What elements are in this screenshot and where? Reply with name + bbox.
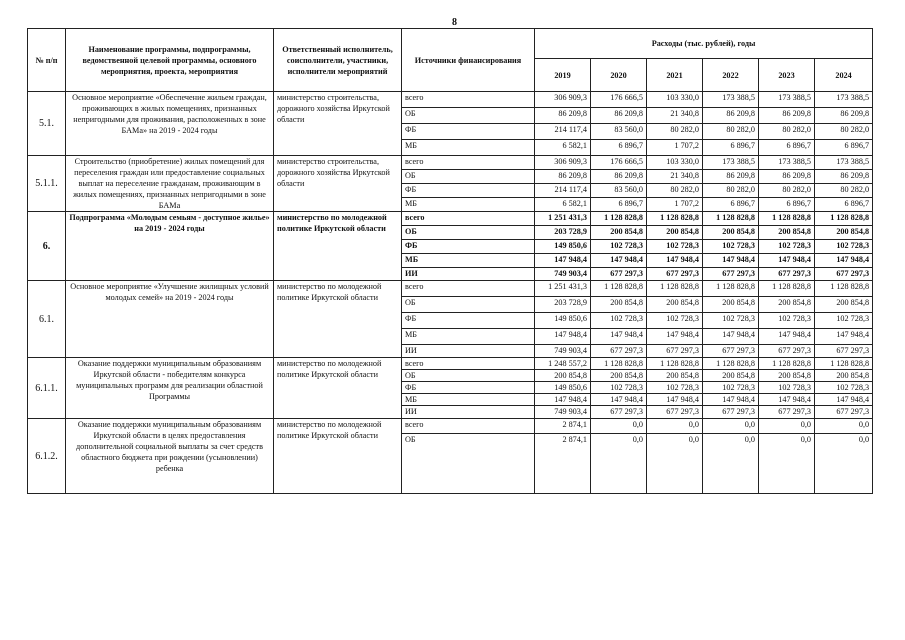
amount-2021: 103 330,0 (647, 156, 703, 170)
amount-2019: 149 850,6 (535, 382, 591, 394)
funding-source: ИИ (402, 406, 535, 419)
amount-2020: 0,0 (591, 419, 647, 434)
amount-2020: 1 128 828,8 (591, 358, 647, 370)
funding-source: ОБ (402, 370, 535, 382)
amount-2024: 80 282,0 (815, 124, 873, 140)
activity-name: Оказание поддержки муниципальным образованиям Иркутской области в целях предоставления дополнительной социальной выплаты за счет средств областного бюджета при рождении (усыновлении) ребенка (66, 419, 274, 494)
amount-2023: 1 128 828,8 (759, 212, 815, 226)
year-header-2022: 2022 (703, 59, 759, 92)
amount-2024: 102 728,3 (815, 240, 873, 254)
table-row (28, 358, 873, 370)
funding-source: МБ (402, 198, 535, 212)
amount-2023: 200 854,8 (759, 370, 815, 382)
amount-2023: 6 896,7 (759, 140, 815, 156)
year-header-2024: 2024 (815, 59, 873, 92)
activity-name: Оказание поддержки муниципальным образованиям Иркутской области - победителям конкурса муниципальных программ для реализации областной Программы (66, 358, 274, 419)
amount-2021: 1 707,2 (647, 198, 703, 212)
amount-2024: 80 282,0 (815, 184, 873, 198)
amount-2020: 86 209,8 (591, 108, 647, 124)
row-index: 6.1.1. (28, 358, 66, 419)
funding-source: ФБ (402, 382, 535, 394)
amount-2024: 86 209,8 (815, 170, 873, 184)
amount-2022: 200 854,8 (703, 297, 759, 313)
amount-2024: 200 854,8 (815, 226, 873, 240)
activity-name: Строительство (приобретение) жилых помещений для переселения граждан или предоставление социальных выплат на переселение гражданам, проживающим в жилых помещениях, признанных непригодными в зоне БАМа (66, 156, 274, 212)
amount-2020: 102 728,3 (591, 382, 647, 394)
funding-source: ОБ (402, 226, 535, 240)
amount-2023: 102 728,3 (759, 313, 815, 329)
funding-source: ФБ (402, 240, 535, 254)
amount-2023: 173 388,5 (759, 92, 815, 108)
amount-2019: 2 874,1 (535, 419, 591, 434)
amount-2021: 677 297,3 (647, 345, 703, 358)
amount-2024: 677 297,3 (815, 345, 873, 358)
col-header-name: Наименование программы, подпрограммы, ведомственной целевой программы, основного мероприятия, проекта, мероприятия (66, 29, 274, 92)
amount-2021: 0,0 (647, 434, 703, 494)
amount-2020: 147 948,4 (591, 329, 647, 345)
amount-2022: 0,0 (703, 434, 759, 494)
amount-2024: 1 128 828,8 (815, 212, 873, 226)
amount-2022: 80 282,0 (703, 124, 759, 140)
amount-2022: 173 388,5 (703, 156, 759, 170)
table-row (28, 212, 873, 226)
table-row (28, 156, 873, 170)
amount-2019: 147 948,4 (535, 254, 591, 268)
amount-2020: 102 728,3 (591, 240, 647, 254)
funding-source: ОБ (402, 434, 535, 494)
funding-source: всего (402, 358, 535, 370)
amount-2019: 149 850,6 (535, 313, 591, 329)
amount-2023: 1 128 828,8 (759, 358, 815, 370)
funding-source: МБ (402, 329, 535, 345)
amount-2024: 6 896,7 (815, 140, 873, 156)
amount-2023: 677 297,3 (759, 345, 815, 358)
amount-2020: 677 297,3 (591, 268, 647, 281)
amount-2021: 1 128 828,8 (647, 281, 703, 297)
amount-2022: 677 297,3 (703, 406, 759, 419)
funding-source: ФБ (402, 124, 535, 140)
amount-2023: 0,0 (759, 419, 815, 434)
activity-name: Основное мероприятие «Улучшение жилищных условий молодых семей» на 2019 - 2024 годы (66, 281, 274, 358)
page-number: 8 (452, 17, 457, 28)
amount-2019: 203 728,9 (535, 226, 591, 240)
amount-2020: 86 209,8 (591, 170, 647, 184)
col-header-executor: Ответственный исполнитель, соисполнители, участники, исполнители мероприятий (274, 29, 402, 92)
amount-2022: 102 728,3 (703, 240, 759, 254)
funding-source: всего (402, 419, 535, 434)
amount-2019: 147 948,4 (535, 394, 591, 406)
amount-2020: 1 128 828,8 (591, 212, 647, 226)
amount-2019: 147 948,4 (535, 329, 591, 345)
amount-2019: 200 854,8 (535, 370, 591, 382)
table-row (28, 419, 873, 434)
amount-2024: 173 388,5 (815, 92, 873, 108)
amount-2021: 80 282,0 (647, 124, 703, 140)
funding-source: ОБ (402, 108, 535, 124)
amount-2023: 200 854,8 (759, 226, 815, 240)
amount-2023: 147 948,4 (759, 329, 815, 345)
amount-2019: 749 903,4 (535, 345, 591, 358)
amount-2022: 147 948,4 (703, 329, 759, 345)
col-header-expenses: Расходы (тыс. рублей), годы (535, 29, 873, 59)
funding-source: ИИ (402, 345, 535, 358)
funding-source: ОБ (402, 170, 535, 184)
amount-2019: 149 850,6 (535, 240, 591, 254)
amount-2021: 147 948,4 (647, 394, 703, 406)
amount-2020: 6 896,7 (591, 140, 647, 156)
amount-2024: 677 297,3 (815, 268, 873, 281)
amount-2024: 173 388,5 (815, 156, 873, 170)
amount-2019: 86 209,8 (535, 108, 591, 124)
amount-2019: 749 903,4 (535, 406, 591, 419)
amount-2020: 6 896,7 (591, 198, 647, 212)
amount-2024: 200 854,8 (815, 370, 873, 382)
amount-2023: 6 896,7 (759, 198, 815, 212)
amount-2024: 147 948,4 (815, 394, 873, 406)
amount-2024: 147 948,4 (815, 329, 873, 345)
amount-2021: 677 297,3 (647, 406, 703, 419)
amount-2019: 6 582,1 (535, 140, 591, 156)
amount-2019: 306 909,3 (535, 156, 591, 170)
funding-source: всего (402, 212, 535, 226)
amount-2024: 102 728,3 (815, 382, 873, 394)
year-header-2020: 2020 (591, 59, 647, 92)
amount-2022: 6 896,7 (703, 198, 759, 212)
table-row (28, 281, 873, 297)
amount-2019: 1 251 431,3 (535, 212, 591, 226)
amount-2023: 147 948,4 (759, 254, 815, 268)
activity-name: Основное мероприятие «Обеспечение жильем граждан, проживающих в жилых помещениях, признанных непригодными для проживания, расположенных в зоне БАМа» на 2019 - 2024 годы (66, 92, 274, 156)
funding-source: ИИ (402, 268, 535, 281)
amount-2024: 102 728,3 (815, 313, 873, 329)
amount-2023: 677 297,3 (759, 268, 815, 281)
amount-2024: 677 297,3 (815, 406, 873, 419)
amount-2021: 147 948,4 (647, 329, 703, 345)
amount-2024: 0,0 (815, 419, 873, 434)
amount-2024: 86 209,8 (815, 108, 873, 124)
row-index: 6.1.2. (28, 419, 66, 494)
amount-2022: 1 128 828,8 (703, 212, 759, 226)
amount-2022: 102 728,3 (703, 313, 759, 329)
activity-name: Подпрограмма «Молодым семьям - доступное жилье» на 2019 - 2024 годы (66, 212, 274, 281)
expenses-table (27, 28, 873, 494)
amount-2020: 147 948,4 (591, 394, 647, 406)
amount-2022: 86 209,8 (703, 170, 759, 184)
amount-2020: 1 128 828,8 (591, 281, 647, 297)
amount-2022: 200 854,8 (703, 370, 759, 382)
funding-source: всего (402, 281, 535, 297)
amount-2020: 176 666,5 (591, 156, 647, 170)
amount-2021: 200 854,8 (647, 226, 703, 240)
amount-2022: 102 728,3 (703, 382, 759, 394)
amount-2021: 1 128 828,8 (647, 358, 703, 370)
amount-2021: 21 340,8 (647, 170, 703, 184)
amount-2024: 1 128 828,8 (815, 358, 873, 370)
amount-2022: 677 297,3 (703, 345, 759, 358)
amount-2019: 214 117,4 (535, 124, 591, 140)
year-header-2021: 2021 (647, 59, 703, 92)
amount-2022: 147 948,4 (703, 394, 759, 406)
amount-2023: 86 209,8 (759, 170, 815, 184)
row-index: 6.1. (28, 281, 66, 358)
amount-2023: 86 209,8 (759, 108, 815, 124)
funding-source: МБ (402, 140, 535, 156)
amount-2019: 86 209,8 (535, 170, 591, 184)
amount-2019: 214 117,4 (535, 184, 591, 198)
amount-2022: 173 388,5 (703, 92, 759, 108)
amount-2023: 1 128 828,8 (759, 281, 815, 297)
amount-2021: 0,0 (647, 419, 703, 434)
executor: министерство по молодежной политике Иркутской области (274, 212, 402, 281)
amount-2023: 677 297,3 (759, 406, 815, 419)
row-index: 6. (28, 212, 66, 281)
amount-2020: 102 728,3 (591, 313, 647, 329)
executor: министерство по молодежной политике Иркутской области (274, 358, 402, 419)
amount-2022: 86 209,8 (703, 108, 759, 124)
amount-2022: 147 948,4 (703, 254, 759, 268)
amount-2023: 0,0 (759, 434, 815, 494)
amount-2019: 306 909,3 (535, 92, 591, 108)
amount-2023: 147 948,4 (759, 394, 815, 406)
amount-2019: 6 582,1 (535, 198, 591, 212)
amount-2020: 83 560,0 (591, 124, 647, 140)
amount-2023: 80 282,0 (759, 124, 815, 140)
amount-2023: 200 854,8 (759, 297, 815, 313)
amount-2022: 1 128 828,8 (703, 358, 759, 370)
executor: министерство по молодежной политике Иркутской области (274, 419, 402, 494)
amount-2023: 102 728,3 (759, 382, 815, 394)
year-header-2019: 2019 (535, 59, 591, 92)
row-index: 5.1. (28, 92, 66, 156)
amount-2021: 1 128 828,8 (647, 212, 703, 226)
amount-2024: 6 896,7 (815, 198, 873, 212)
amount-2021: 21 340,8 (647, 108, 703, 124)
table-row (28, 92, 873, 108)
amount-2019: 749 903,4 (535, 268, 591, 281)
executor: министерство по молодежной политике Иркутской области (274, 281, 402, 358)
amount-2021: 200 854,8 (647, 370, 703, 382)
amount-2020: 0,0 (591, 434, 647, 494)
amount-2020: 147 948,4 (591, 254, 647, 268)
amount-2021: 200 854,8 (647, 297, 703, 313)
amount-2021: 677 297,3 (647, 268, 703, 281)
amount-2020: 200 854,8 (591, 297, 647, 313)
amount-2019: 1 248 557,2 (535, 358, 591, 370)
amount-2023: 80 282,0 (759, 184, 815, 198)
amount-2020: 200 854,8 (591, 370, 647, 382)
amount-2020: 176 666,5 (591, 92, 647, 108)
funding-source: всего (402, 92, 535, 108)
amount-2024: 147 948,4 (815, 254, 873, 268)
amount-2020: 83 560,0 (591, 184, 647, 198)
col-header-num: № п/п (28, 29, 66, 92)
amount-2021: 147 948,4 (647, 254, 703, 268)
amount-2020: 677 297,3 (591, 406, 647, 419)
funding-source: МБ (402, 254, 535, 268)
amount-2022: 0,0 (703, 419, 759, 434)
funding-source: ОБ (402, 297, 535, 313)
row-index: 5.1.1. (28, 156, 66, 212)
amount-2022: 677 297,3 (703, 268, 759, 281)
funding-source: ФБ (402, 313, 535, 329)
amount-2024: 200 854,8 (815, 297, 873, 313)
amount-2022: 80 282,0 (703, 184, 759, 198)
amount-2021: 80 282,0 (647, 184, 703, 198)
funding-source: ФБ (402, 184, 535, 198)
funding-source: МБ (402, 394, 535, 406)
amount-2021: 102 728,3 (647, 313, 703, 329)
amount-2021: 102 728,3 (647, 382, 703, 394)
amount-2022: 200 854,8 (703, 226, 759, 240)
amount-2024: 0,0 (815, 434, 873, 494)
amount-2019: 1 251 431,3 (535, 281, 591, 297)
amount-2021: 103 330,0 (647, 92, 703, 108)
amount-2019: 2 874,1 (535, 434, 591, 494)
col-header-source: Источники финансирования (402, 29, 535, 92)
amount-2020: 677 297,3 (591, 345, 647, 358)
amount-2021: 102 728,3 (647, 240, 703, 254)
amount-2019: 203 728,9 (535, 297, 591, 313)
amount-2022: 1 128 828,8 (703, 281, 759, 297)
amount-2020: 200 854,8 (591, 226, 647, 240)
funding-source: всего (402, 156, 535, 170)
amount-2024: 1 128 828,8 (815, 281, 873, 297)
executor: министерство строительства, дорожного хозяйства Иркутской области (274, 92, 402, 156)
amount-2022: 6 896,7 (703, 140, 759, 156)
amount-2023: 173 388,5 (759, 156, 815, 170)
amount-2023: 102 728,3 (759, 240, 815, 254)
executor: министерство строительства, дорожного хозяйства Иркутской области (274, 156, 402, 212)
year-header-2023: 2023 (759, 59, 815, 92)
amount-2021: 1 707,2 (647, 140, 703, 156)
